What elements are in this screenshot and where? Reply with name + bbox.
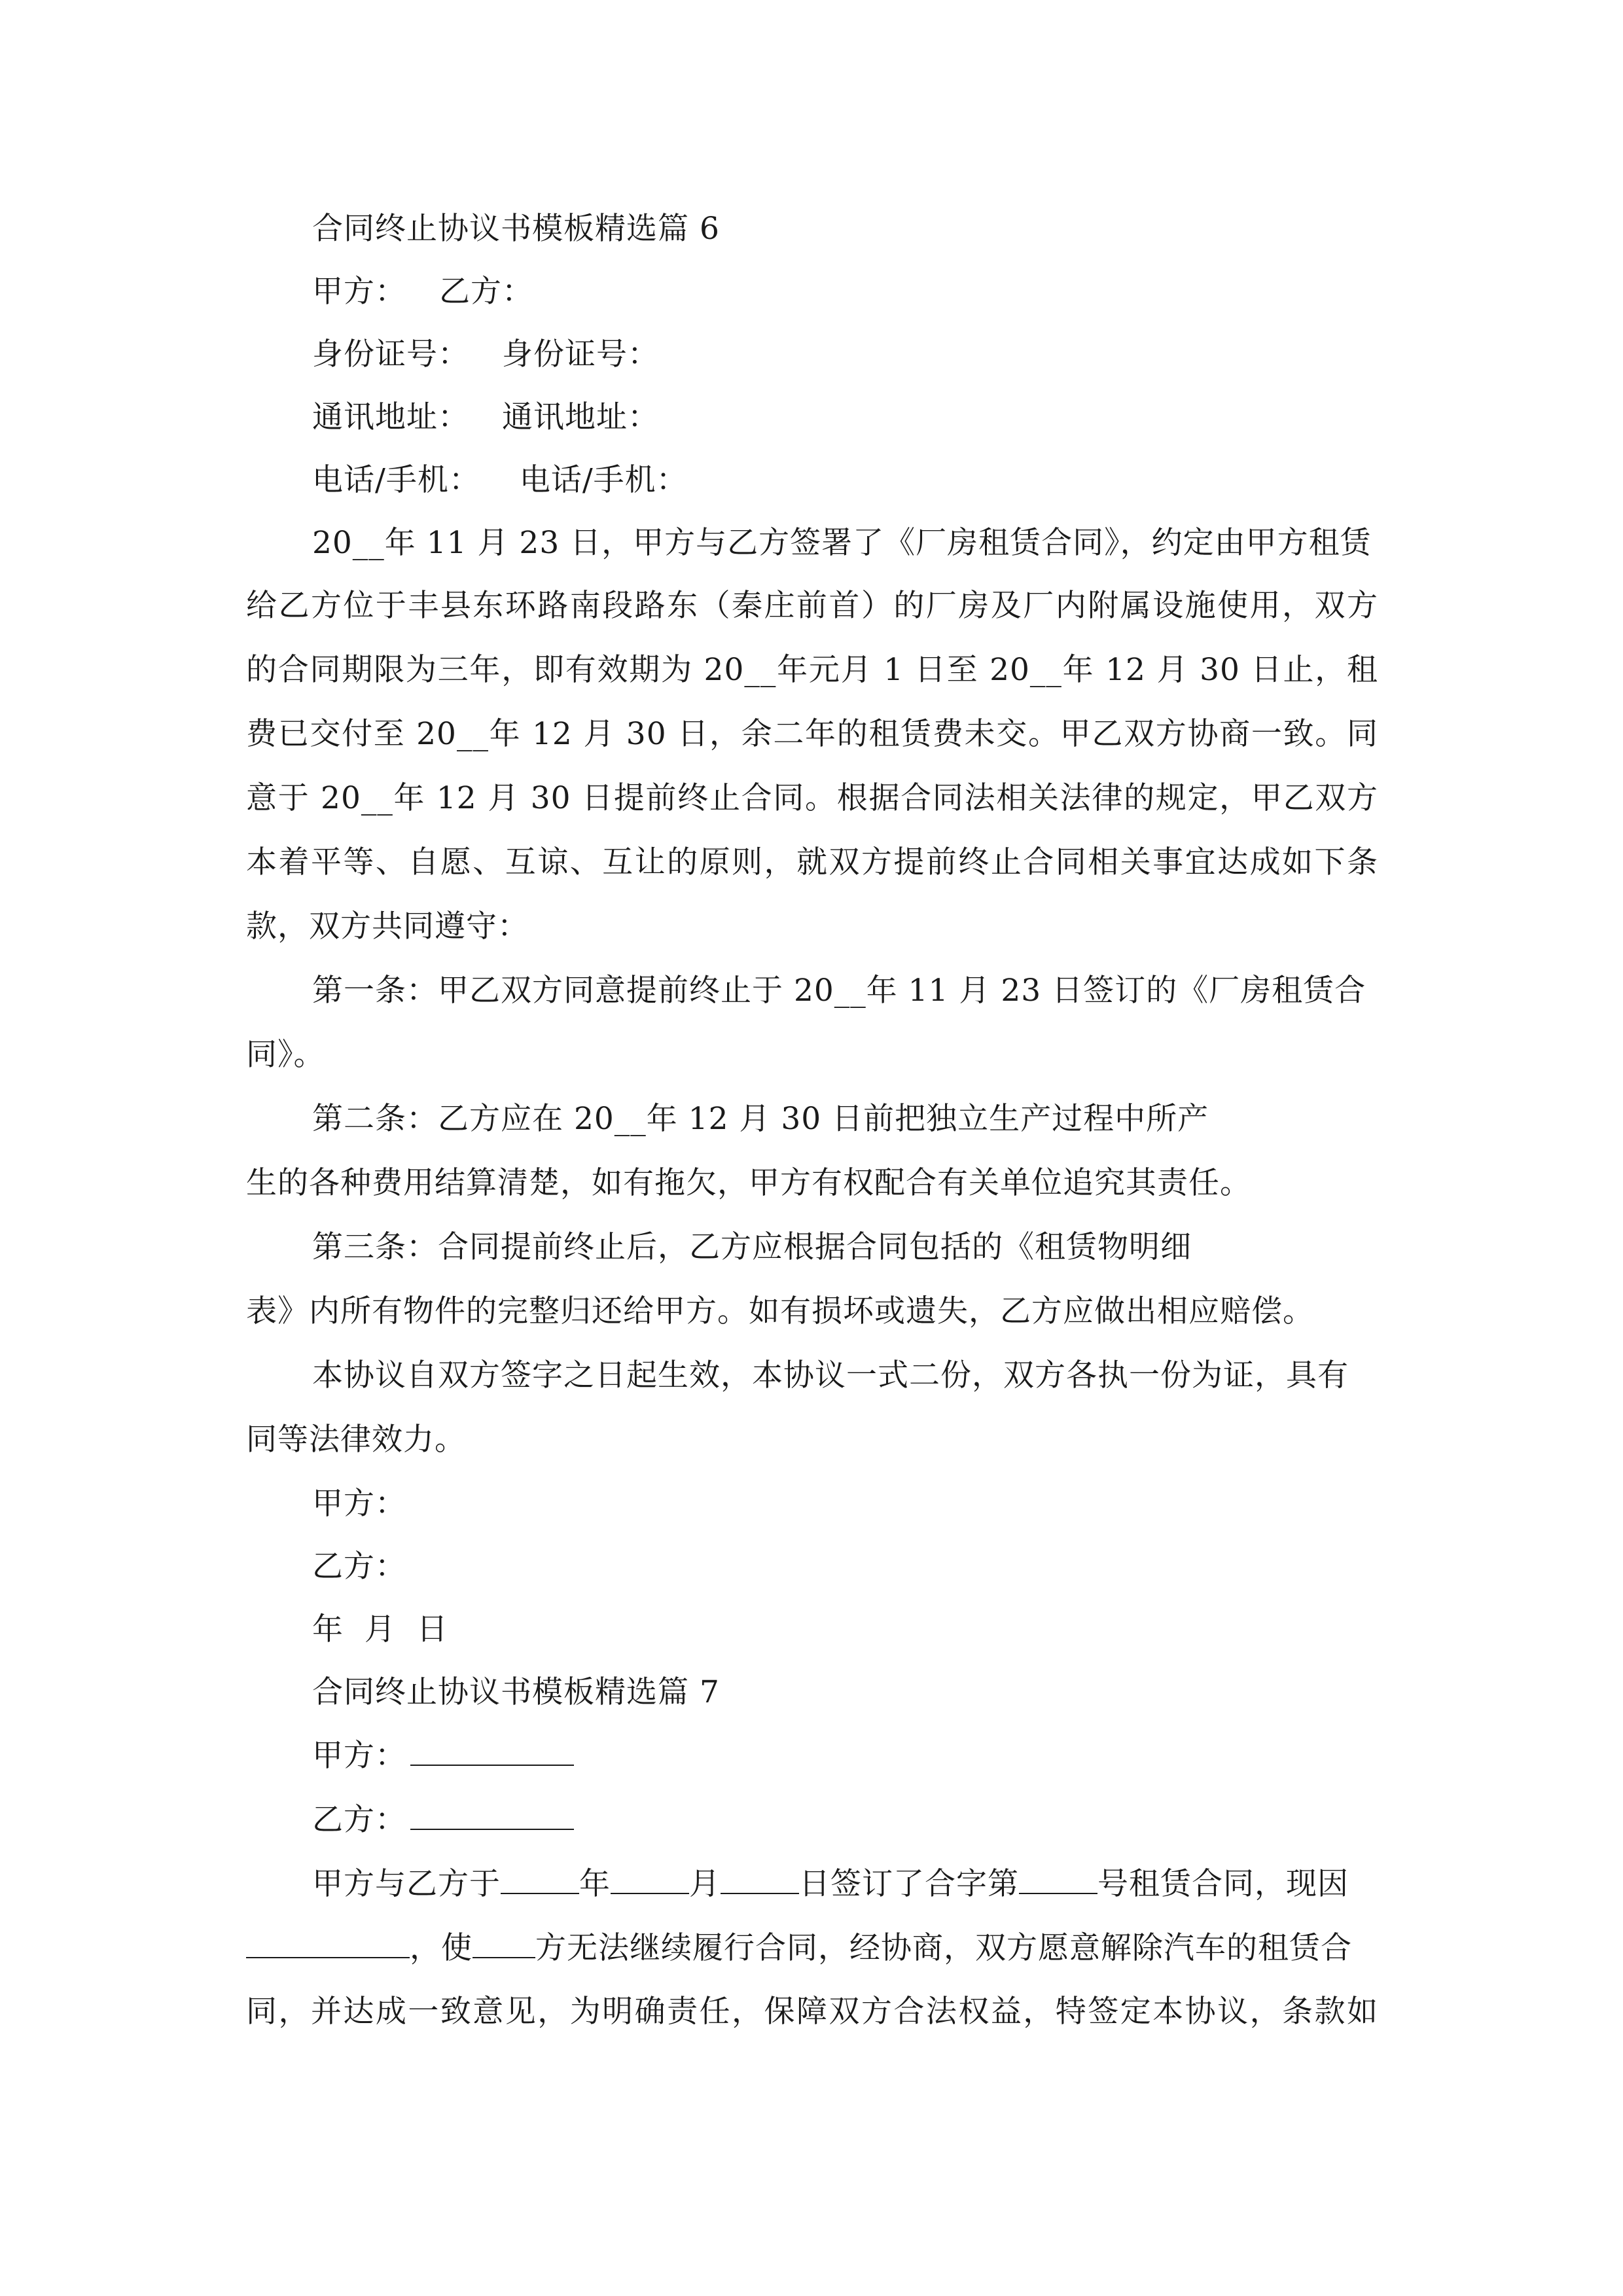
effective-line-2: 同等法律效力。 [246,1422,466,1458]
p7-text: 号租赁合同，现因 [1097,1866,1349,1902]
contract-number-blank [1019,1864,1097,1894]
party-b-blank [410,1800,574,1830]
phone-b-label: 电话/手机： [519,462,688,498]
p7-text: 方无法继续履行合同，经协商，双方愿意解除汽车的租赁合 [535,1930,1352,1966]
p7-body-line-3: 同，并达成一致意见，为明确责任，保障双方合法权益，特签定本协议，条款如 [246,1994,1378,2030]
article-2-line-2: 生的各种费用结算清楚，如有拖欠，甲方有权配合有关单位追究其责任。 [246,1165,1251,1201]
intro-line-1: 20__年 11 月 23 日，甲方与乙方签署了《厂房租赁合同》，约定由甲方租赁 [312,525,1372,561]
party-a-blank [410,1736,574,1766]
party-row [312,272,533,312]
id-a-label: 身份证号： [312,336,469,372]
p7-text: ，使 [410,1930,473,1966]
signature-party-b: 乙方： [312,1549,406,1585]
intro-line-2: 给乙方位于丰县东环路南段路东（秦庄前首）的厂房及厂内附属设施使用，双方 [246,588,1378,624]
p7-text: 年 [579,1866,611,1902]
intro-line-6: 本着平等、自愿、互谅、互让的原则，就双方提前终止合同相关事宜达成如下条 [246,844,1378,880]
id-row [312,335,659,374]
party-blank [473,1928,535,1958]
month-blank [611,1864,689,1894]
intro-line-3: 的合同期限为三年，即有效期为 20__年元月 1 日至 20__年 12 月 30 日止，租 [246,652,1378,688]
reason-blank [246,1928,410,1958]
address-row [312,398,659,437]
p7-body-line-2 [246,1928,1352,1968]
p7-text: 甲方与乙方于 [312,1866,501,1902]
article-2-line-1: 第二条：乙方应在 20__年 12 月 30 日前把独立生产过程中所产 [312,1101,1209,1137]
p7-text: 月 [689,1866,721,1902]
day-blank [721,1864,799,1894]
intro-line-4: 费已交付至 20__年 12 月 30 日，余二年的租赁费未交。甲乙双方协商一致。同 [246,716,1378,752]
party-b-label: 乙方： [439,274,533,310]
signature-date: 年 月 日 [312,1611,448,1647]
phone-row [312,461,688,500]
address-a-label: 通讯地址： [312,399,469,435]
p7-party-b-row [312,1800,574,1840]
article-1-line-1: 第一条：甲乙双方同意提前终止于 20__年 11 月 23 日签订的《厂房租赁合 [312,973,1366,1009]
article-1-line-2: 同》。 [246,1037,325,1073]
p7-party-a-label: 甲方： [312,1738,406,1774]
p7-text: 日签订了合字第 [799,1866,1019,1902]
intro-line-7: 款，双方共同遵守： [246,908,529,944]
p7-party-a-row [312,1736,574,1776]
phone-a-label: 电话/手机： [312,462,480,498]
party-a-label: 甲方： [312,274,406,310]
id-b-label: 身份证号： [502,336,659,372]
signature-party-a: 甲方： [312,1486,406,1522]
section-title-6: 合同终止协议书模板精选篇 6 [312,211,720,247]
section-title-7: 合同终止协议书模板精选篇 7 [312,1674,720,1710]
intro-line-5: 意于 20__年 12 月 30 日提前终止合同。根据合同法相关法律的规定，甲乙双方 [246,780,1378,816]
article-3-line-2: 表》内所有物件的完整归还给甲方。如有损坏或遗失，乙方应做出相应赔偿。 [246,1293,1314,1329]
p7-body-line-1 [312,1864,1349,1904]
article-3-line-1: 第三条：合同提前终止后，乙方应根据合同包括的《租赁物明细 [312,1229,1192,1265]
effective-line-1: 本协议自双方签字之日起生效，本协议一式二份，双方各执一份为证，具有 [312,1357,1349,1393]
year-blank [501,1864,579,1894]
p7-party-b-label: 乙方： [312,1802,406,1838]
address-b-label: 通讯地址： [502,399,659,435]
